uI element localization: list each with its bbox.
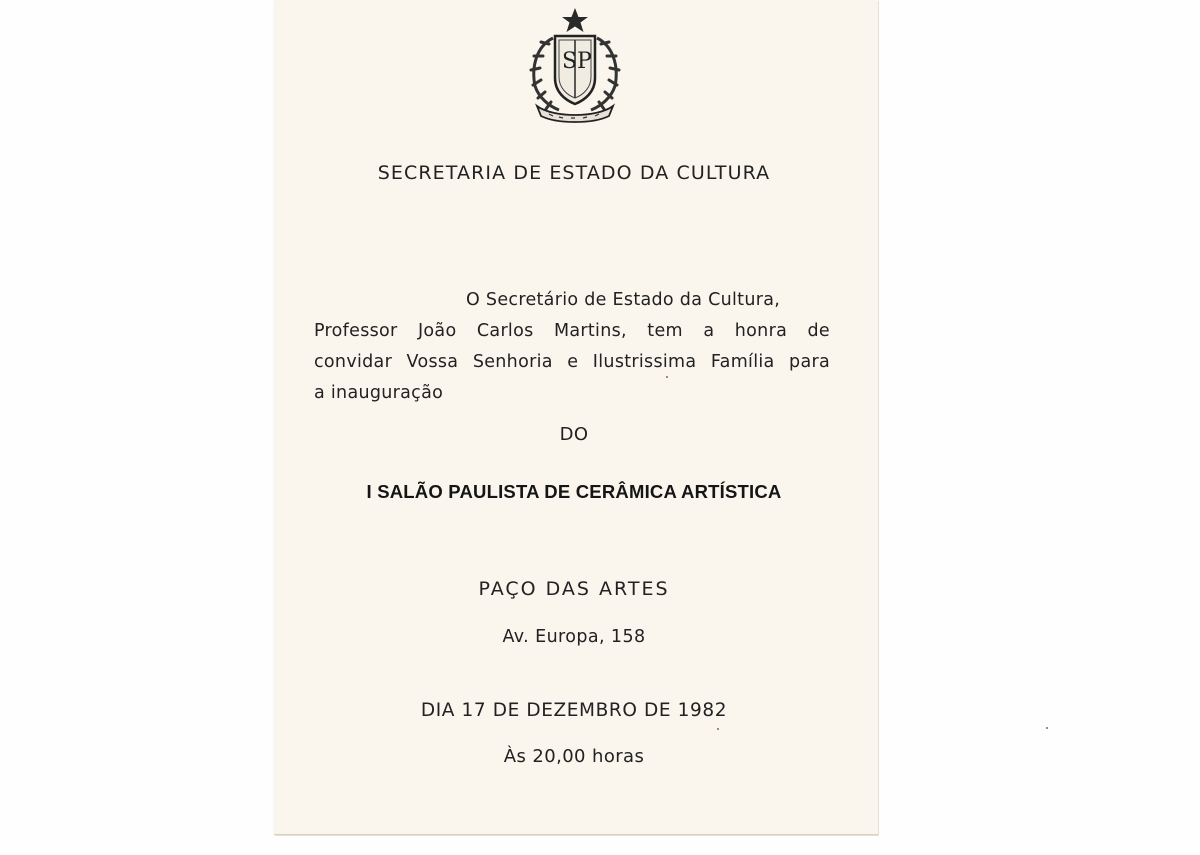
scan-speck [1046, 727, 1048, 729]
svg-text:S: S [562, 49, 578, 74]
invitation-card [274, 0, 878, 835]
connector-word: DO [559, 424, 589, 445]
invitation-line: Professor João Carlos Martins, tem a honra de [314, 321, 830, 341]
invitation-line: O Secretário de Estado da Cultura, [466, 290, 781, 310]
venue-address: Av. Europa, 158 [502, 627, 646, 647]
event-title: I SALÃO PAULISTA DE CERÂMICA ARTÍSTICA [366, 481, 782, 502]
secretariat-heading: SECRETARIA DE ESTADO DA CULTURA [377, 162, 771, 184]
svg-text:P: P [577, 49, 592, 74]
event-date: DIA 17 DE DEZEMBRO DE 1982 [420, 700, 728, 721]
venue-name: PAÇO DAS ARTES [478, 578, 670, 600]
invitation-line: convidar Vossa Senhoria e Ilustrissima Família para [314, 352, 830, 372]
invitation-line: a inauguração [314, 383, 444, 403]
sao-paulo-state-coat-of-arms-icon [523, 6, 627, 124]
invitation-paragraph [314, 285, 830, 409]
event-time: Às 20,00 horas [503, 746, 645, 767]
paper-speck [666, 376, 668, 378]
paper-speck [717, 728, 719, 730]
